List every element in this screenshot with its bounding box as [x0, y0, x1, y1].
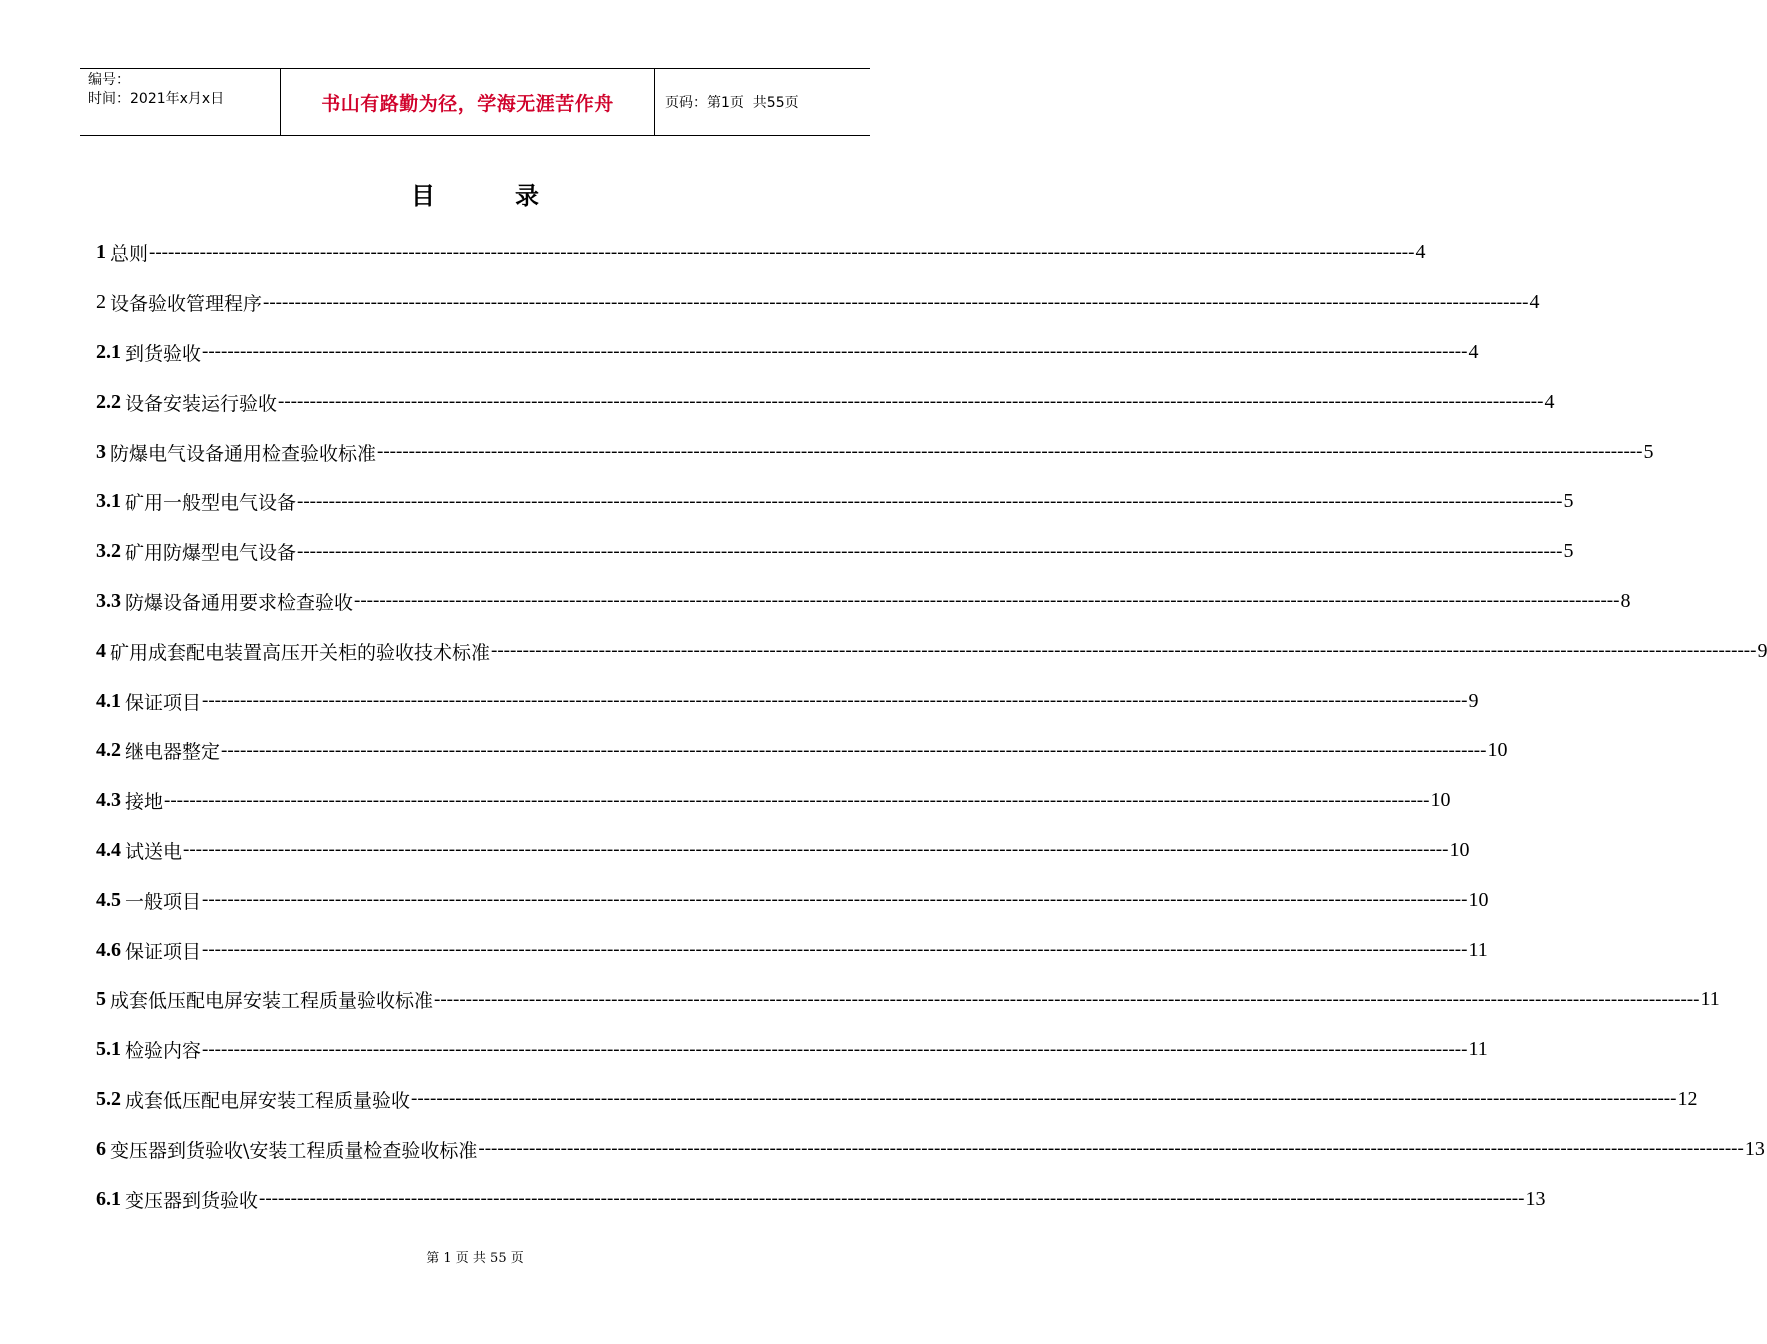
doc-time-label: 时间：2021年x月x日 — [88, 91, 225, 107]
toc-entry-number: 4.5 — [96, 888, 121, 911]
toc-entry[interactable] — [96, 1124, 1765, 1174]
toc-title-part2: 录 — [515, 181, 539, 210]
toc-entry[interactable] — [96, 1075, 1698, 1125]
toc-entry-page: 10 — [1468, 888, 1489, 911]
toc-leader-dashes: -------------------------------------------------------------------------------------------------------------------------------------------------------------------------------------------------------- — [149, 241, 1415, 263]
toc-entry[interactable] — [96, 826, 1470, 876]
toc-entry-label: 防爆电气设备通用检查验收标准 — [110, 442, 377, 465]
toc-entry[interactable] — [96, 975, 1720, 1025]
toc-entry[interactable] — [96, 1174, 1546, 1224]
toc-leader-dashes: -------------------------------------------------------------------------------------------------------------------------------------------------------------------------------------------------------- — [297, 540, 1563, 562]
toc-entry-page: 5 — [1643, 440, 1654, 463]
toc-leader-dashes: -------------------------------------------------------------------------------------------------------------------------------------------------------------------------------------------------------- — [434, 988, 1700, 1010]
toc-entry-number: 5 — [96, 988, 106, 1011]
toc-entry-number: 4.2 — [96, 739, 121, 762]
toc-entry-label: 保证项目 — [125, 691, 202, 714]
toc-entry-number: 6 — [96, 1137, 106, 1160]
page-footer: 第 1 页 共 55 页 — [426, 1251, 524, 1266]
header-page-info — [655, 69, 870, 135]
toc-entry-number: 4.1 — [96, 689, 121, 712]
toc-entry-page: 11 — [1468, 1038, 1488, 1061]
toc-entry-label: 设备验收管理程序 — [110, 293, 263, 316]
toc-entry-label: 试送电 — [125, 840, 183, 863]
toc-entry-label: 防爆设备通用要求检查验收 — [125, 591, 354, 614]
toc-leader-dashes: -------------------------------------------------------------------------------------------------------------------------------------------------------------------------------------------------------- — [202, 341, 1468, 363]
toc-entry-page: 4 — [1529, 291, 1540, 314]
toc-entry[interactable] — [96, 427, 1654, 477]
toc-entry[interactable] — [96, 875, 1489, 925]
toc-entry-number: 2 — [96, 291, 106, 314]
toc-entry-page: 10 — [1449, 838, 1470, 861]
toc-leader-dashes: -------------------------------------------------------------------------------------------------------------------------------------------------------------------------------------------------------- — [221, 739, 1487, 761]
toc-entry-label: 变压器到货验收 — [125, 1189, 259, 1212]
toc-entry-number: 3.1 — [96, 490, 121, 513]
toc-entry-page: 5 — [1563, 490, 1574, 513]
toc-entry-page: 4 — [1468, 340, 1479, 363]
toc-entry[interactable] — [96, 626, 1767, 676]
toc-entry-number: 5.2 — [96, 1087, 121, 1110]
toc-entry-number: 3.2 — [96, 540, 121, 563]
toc-entry[interactable] — [96, 228, 1426, 278]
toc-leader-dashes: -------------------------------------------------------------------------------------------------------------------------------------------------------------------------------------------------------- — [354, 590, 1620, 612]
toc-entry-label: 设备安装运行验收 — [125, 392, 278, 415]
toc-title-part1: 目 — [411, 181, 435, 210]
toc-entry-label: 接地 — [125, 791, 164, 814]
toc-entry-label: 检验内容 — [125, 1040, 202, 1063]
toc-leader-dashes: -------------------------------------------------------------------------------------------------------------------------------------------------------------------------------------------------------- — [377, 441, 1643, 463]
toc-leader-dashes: -------------------------------------------------------------------------------------------------------------------------------------------------------------------------------------------------------- — [202, 889, 1468, 911]
toc-entry-label: 矿用成套配电装置高压开关柜的验收技术标准 — [110, 641, 491, 664]
toc-entry-page: 11 — [1468, 938, 1488, 961]
toc-entry-number: 3.3 — [96, 589, 121, 612]
toc-entry-label: 一般项目 — [125, 890, 202, 913]
header-meta — [80, 69, 281, 135]
toc-entry[interactable] — [96, 776, 1451, 826]
toc-leader-dashes: -------------------------------------------------------------------------------------------------------------------------------------------------------------------------------------------------------- — [164, 789, 1430, 811]
toc-leader-dashes: -------------------------------------------------------------------------------------------------------------------------------------------------------------------------------------------------------- — [297, 490, 1563, 512]
toc-entry-number: 4.4 — [96, 838, 121, 861]
toc-leader-dashes: -------------------------------------------------------------------------------------------------------------------------------------------------------------------------------------------------------- — [478, 1138, 1744, 1160]
toc-leader-dashes: -------------------------------------------------------------------------------------------------------------------------------------------------------------------------------------------------------- — [411, 1088, 1677, 1110]
toc-leader-dashes: -------------------------------------------------------------------------------------------------------------------------------------------------------------------------------------------------------- — [263, 291, 1529, 313]
toc-leader-dashes: -------------------------------------------------------------------------------------------------------------------------------------------------------------------------------------------------------- — [202, 1038, 1468, 1060]
toc-leader-dashes: -------------------------------------------------------------------------------------------------------------------------------------------------------------------------------------------------------- — [202, 939, 1468, 961]
toc-entry-label: 继电器整定 — [125, 741, 221, 764]
toc-entry-page: 13 — [1744, 1137, 1765, 1160]
toc-entry-label: 成套低压配电屏安装工程质量验收标准 — [110, 990, 434, 1013]
toc-entry-number: 6.1 — [96, 1187, 121, 1210]
toc-entry-page: 8 — [1620, 589, 1631, 612]
toc-entry-page: 12 — [1677, 1087, 1698, 1110]
toc-leader-dashes: -------------------------------------------------------------------------------------------------------------------------------------------------------------------------------------------------------- — [202, 690, 1468, 712]
toc-entry-label: 矿用防爆型电气设备 — [125, 542, 297, 565]
toc-entry-page: 11 — [1700, 988, 1720, 1011]
table-of-contents — [96, 228, 1767, 1224]
toc-entry-label: 到货验收 — [125, 342, 202, 365]
toc-entry-page: 10 — [1430, 789, 1451, 812]
toc-entry[interactable] — [96, 676, 1479, 726]
toc-entry-label: 矿用一般型电气设备 — [125, 492, 297, 515]
toc-leader-dashes: -------------------------------------------------------------------------------------------------------------------------------------------------------------------------------------------------------- — [259, 1188, 1525, 1210]
toc-entry-page: 9 — [1757, 639, 1767, 662]
toc-entry-page: 4 — [1544, 390, 1555, 413]
toc-entry-number: 1 — [96, 241, 106, 264]
toc-leader-dashes: -------------------------------------------------------------------------------------------------------------------------------------------------------------------------------------------------------- — [278, 391, 1544, 413]
page-header — [80, 68, 870, 136]
toc-entry-label: 总则 — [110, 243, 149, 266]
toc-entry-label: 变压器到货验收\安装工程质量检查验收标准 — [110, 1139, 478, 1162]
toc-entry[interactable] — [96, 278, 1540, 328]
toc-entry-number: 2.2 — [96, 390, 121, 413]
toc-entry-page: 5 — [1563, 540, 1574, 563]
toc-entry-page: 13 — [1525, 1187, 1546, 1210]
toc-entry-number: 5.1 — [96, 1038, 121, 1061]
toc-entry[interactable] — [96, 726, 1508, 776]
toc-entry[interactable] — [96, 577, 1631, 627]
toc-entry-number: 4.6 — [96, 938, 121, 961]
toc-entry[interactable] — [96, 477, 1574, 527]
toc-leader-dashes: -------------------------------------------------------------------------------------------------------------------------------------------------------------------------------------------------------- — [183, 839, 1449, 861]
toc-entry[interactable] — [96, 328, 1479, 378]
toc-entry-page: 10 — [1487, 739, 1508, 762]
toc-entry[interactable] — [96, 925, 1488, 975]
toc-entry[interactable] — [96, 1025, 1488, 1075]
toc-entry-label: 保证项目 — [125, 940, 202, 963]
toc-entry-page: 4 — [1415, 241, 1426, 264]
toc-entry-number: 2.1 — [96, 340, 121, 363]
doc-number-label: 编号： — [88, 72, 130, 88]
toc-entry-page: 9 — [1468, 689, 1479, 712]
toc-entry[interactable] — [96, 377, 1555, 427]
page-info-text: 页码：第1页 共55页 — [665, 95, 799, 111]
toc-leader-dashes: -------------------------------------------------------------------------------------------------------------------------------------------------------------------------------------------------------- — [491, 640, 1757, 662]
toc-entry-label: 成套低压配电屏安装工程质量验收 — [125, 1089, 411, 1112]
toc-entry-number: 4 — [96, 639, 106, 662]
toc-entry-number: 4.3 — [96, 789, 121, 812]
toc-entry[interactable] — [96, 527, 1574, 577]
toc-entry-number: 3 — [96, 440, 106, 463]
header-motto: 书山有路勤为径，学海无涯苦作舟 — [281, 69, 655, 135]
toc-title — [0, 176, 950, 211]
